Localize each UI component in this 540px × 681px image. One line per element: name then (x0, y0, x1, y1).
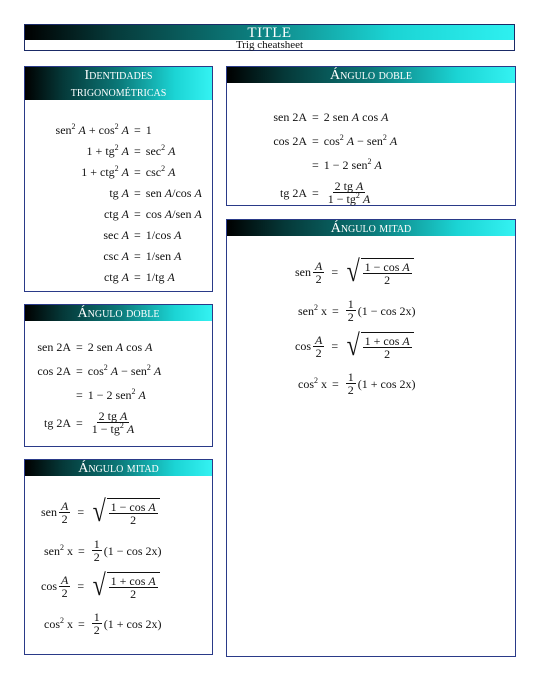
equals-sign: = (134, 270, 141, 284)
identity-row (25, 228, 181, 243)
identities-title-line1: Identidades (84, 68, 153, 83)
formula-cos-half: cos $\frac{A}{2}$ = √ $\frac{\text{1 + cos A}}{2}$ (275, 332, 414, 361)
formula-cos-half: cos $\frac{A}{2}$ = √ $\frac{\text{1 + cos A}}{2}$ (21, 572, 160, 601)
rhs: 1/tg A (145, 270, 175, 284)
lhs: sen 2A (273, 110, 307, 124)
formula-sen-half: sen $\frac{A}{2}$ = √ $\frac{\text{1 − cos A}}{2}$ (21, 498, 160, 527)
lhs: cos 2A (37, 364, 71, 378)
rhs: cos A/sen A (145, 207, 202, 221)
lhs: $1 + tg^2$ A (86, 143, 129, 158)
page-title: TITLE (25, 25, 514, 40)
rhs: $\csc^2 A$ (145, 164, 176, 179)
lhs: tg A (109, 186, 129, 200)
rhs: $\sec^2 A$ (145, 143, 176, 158)
sqrt: √ $\frac{\text{1 − cos A}}{2}$ (345, 258, 414, 287)
formula-sen2a: sen 2A = 2 sen A cos A (1, 340, 152, 355)
rhs: sen A/cos A (145, 186, 202, 200)
title-banner (24, 24, 515, 51)
equals-sign: = (134, 186, 141, 200)
equals-sign: = (134, 207, 141, 221)
formula-tg2a: tg 2A = $\frac{\text{2 tg A}}{1 - tg^2 A}$ (237, 180, 374, 206)
formula-cos2a: cos 2A = $\cos^2 A - sen^2$ A (237, 134, 397, 149)
formula-cos2a-alt: = 1 − 2 sen$^2$ A (312, 157, 382, 172)
page-subtitle: Trig cheatsheet (235, 39, 304, 51)
rhs: 1/sen A (145, 249, 182, 263)
identity-row (25, 186, 202, 201)
lhs: sec A (103, 228, 129, 242)
double-angle-box-right (226, 66, 516, 206)
lhs: ctg A (103, 207, 129, 221)
fraction: $\frac{\text{2 tg A}}{1 - tg^2 A}$ (91, 409, 135, 436)
formula-sen2a: sen 2A = 2 sen A cos A (237, 110, 388, 125)
identities-header (25, 67, 212, 100)
fraction: $\frac{\text{2 tg A}}{1 - tg^2 A}$ (327, 179, 371, 206)
formula-sen2x: sen$^2$ x = $\frac{1}{2}$ (1 − cos 2x) (44, 537, 162, 564)
lhs: cos 2A (273, 134, 307, 148)
rhs: $\cos^2 A - sen^2$ A (87, 363, 162, 378)
sqrt: √ $\frac{\text{1 + cos A}}{2}$ (345, 332, 414, 361)
identity-row (25, 144, 175, 159)
sqrt: √ $\frac{\text{1 − cos A}}{2}$ (91, 498, 160, 527)
lhs: ctg A (103, 270, 129, 284)
rhs: 1 (145, 123, 152, 137)
rhs: 1 − 2 sen$^2$ A (323, 157, 382, 172)
formula-sen-half: sen $\frac{A}{2}$ = √ $\frac{\text{1 − cos A}}{2}$ (275, 258, 414, 287)
formula-cos2x: $\cos^2 x$ = $\frac{1}{2}$ (1 + cos 2x) (298, 370, 416, 397)
equals-sign: = (134, 123, 141, 137)
rhs: 1/cos A (145, 228, 182, 242)
equals-sign: = (134, 144, 141, 158)
double-angle-box-left (24, 304, 213, 447)
half-angle-box-left (24, 459, 213, 655)
formula-sen2x: sen$^2$ x = $\frac{1}{2}$ (1 − cos 2x) (298, 297, 416, 324)
rhs: 2 sen A cos A (87, 340, 153, 354)
rhs: 2 sen A cos A (323, 110, 389, 124)
double-angle-header: Ángulo doble (25, 305, 212, 321)
equals-sign: = (134, 228, 141, 242)
lhs: sen$^2$ $A + \cos^2 A$ (55, 122, 129, 137)
equals-sign: = (134, 249, 141, 263)
formula-tg2a: tg 2A = $\frac{\text{2 tg A}}{1 - tg^2 A}$ (1, 410, 138, 436)
half-angle-header: Ángulo mitad (227, 220, 515, 236)
identities-title-line2: trigonométricas (70, 85, 167, 100)
lhs: csc A (103, 249, 129, 263)
rhs: $\cos^2 A - sen^2$ A (323, 133, 398, 148)
formula-cos2a: cos 2A = $\cos^2 A - sen^2$ A (1, 364, 161, 379)
identity-row (25, 270, 175, 285)
half-angle-box-right (226, 219, 516, 657)
formula-cos2x: $\cos^2 x$ = $\frac{1}{2}$ (1 + cos 2x) (44, 610, 162, 637)
identity-row (25, 249, 181, 264)
lhs: tg 2A (280, 185, 307, 200)
identity-row (25, 165, 175, 180)
rhs: 1 − 2 sen$^2$ A (87, 387, 146, 402)
lhs: sen 2A (37, 340, 71, 354)
equals-sign: = (134, 165, 141, 179)
identities-box (24, 66, 213, 292)
half-angle-header: Ángulo mitad (25, 460, 212, 476)
identity-row (25, 207, 202, 222)
lhs: tg 2A (44, 415, 71, 430)
double-angle-header: Ángulo doble (227, 67, 515, 83)
formula-cos2a-alt: = 1 − 2 sen$^2$ A (76, 387, 146, 402)
lhs: 1 + ctg$^2$ A (81, 164, 129, 179)
identity-row (25, 123, 152, 138)
sqrt: √ $\frac{\text{1 + cos A}}{2}$ (91, 572, 160, 601)
